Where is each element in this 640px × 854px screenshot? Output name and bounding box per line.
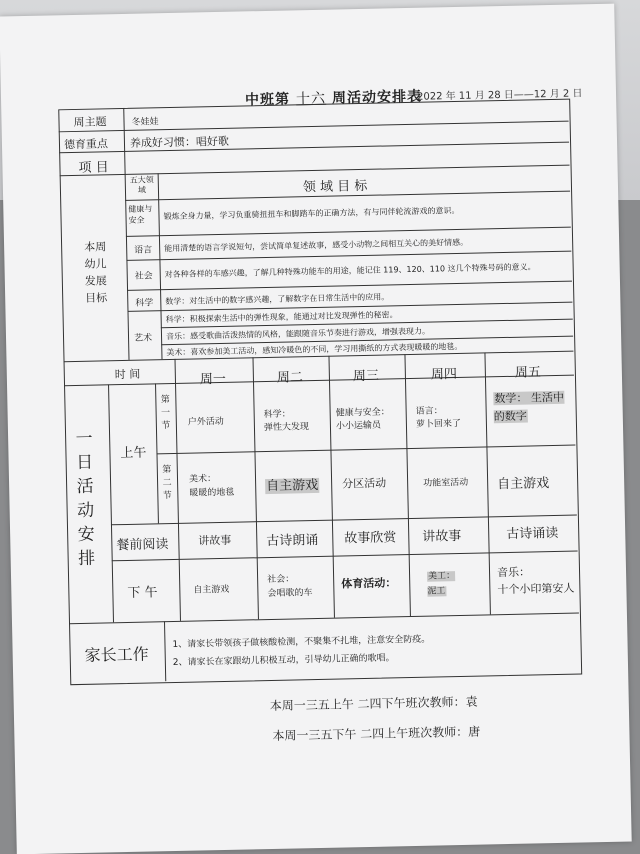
area-goal-health: 锻炼全身力量，学习负重骑扭扭车和脚踏车的正确方法，有与同伴轮流游戏的意识。 (163, 205, 460, 222)
s1-tue: 科学： 弹性大发现 (263, 409, 310, 434)
area-goal-science: 数学：对生活中的数字感兴趣，了解数字在日常生活中的应用。 (165, 292, 390, 307)
moral-label: 德育重点 (63, 137, 109, 152)
date-range: 2022 年 11 月 28 日——12 月 2 日 (416, 88, 583, 103)
goals-label: 本周 幼儿 发展 目标 (84, 240, 108, 305)
day-thu: 周四 (430, 367, 458, 383)
day-mon: 周一 (199, 371, 227, 388)
afternoon-label: 下 午 (127, 585, 158, 601)
s2-tue: 自主游戏 (266, 477, 319, 495)
moral-value: 养成好习惯：唱好歌 (129, 134, 230, 150)
section2-label: 第 二 节 (162, 465, 172, 502)
pm-mon: 自主游戏 (193, 584, 230, 596)
pm-wed: 体育活动： (341, 576, 397, 591)
pm-fri: 音乐： 十个小印第安人 (496, 565, 575, 597)
daily-schedule-label: 一 日 活 动 安 排 (75, 428, 96, 569)
read-fri: 古诗诵读 (506, 525, 559, 543)
pm-thu: 美工： 泥工 (427, 571, 456, 597)
five-areas-label: 五大领域 (129, 175, 154, 195)
footer-line-2: 本周一三五下午 二四上午班次教师：唐 (272, 724, 481, 743)
s2-wed: 分区活动 (342, 476, 387, 491)
area-goal-society: 对各种各样的车感兴趣，了解几种特殊功能车的用途，能记住 119、120、110 这几个特殊号码的意义。 (164, 262, 536, 280)
parent-work-item-2: 2、请家长在家跟幼儿积极互动，引导幼儿正确的歌唱。 (172, 653, 395, 669)
area-goal-art-2: 音乐：感受歌曲活泼热情的风格，能跟随音乐节奏进行游戏，增强表现力。 (165, 326, 431, 342)
area-name-art: 艺术 (133, 333, 153, 344)
read-thu: 讲故事 (422, 528, 462, 545)
title-prefix: 中班第 (244, 91, 291, 109)
area-goal-label: 领 域 目 标 (302, 178, 368, 196)
area-name-society: 社会 (134, 271, 153, 282)
day-tue: 周二 (276, 370, 304, 386)
reading-label: 餐前阅读 (116, 537, 169, 554)
theme-value: 冬娃娃 (131, 117, 159, 128)
s2-mon: 美术： 暖暖的地毯 (188, 474, 235, 499)
footer-line-1: 本周一三五上午 二四下午班次教师：袁 (269, 694, 478, 714)
area-name-health: 健康与安全 (128, 204, 153, 225)
area-goal-art-1: 科学：积极探索生活中的弹性现象，能通过对比发现弹性的秘密。 (165, 310, 398, 325)
read-mon: 讲故事 (198, 533, 232, 548)
area-name-language: 语言 (134, 245, 153, 256)
time-label: 时 间 (114, 367, 141, 382)
theme-label: 周主题 (73, 115, 107, 129)
pm-tue: 社会： 会唱歌的车 (267, 574, 313, 600)
title-week: 十六 (295, 90, 327, 108)
parent-work-label: 家长工作 (84, 644, 149, 665)
area-name-science: 科学 (135, 298, 154, 309)
s2-fri: 自主游戏 (497, 476, 550, 493)
read-wed: 故事欣赏 (344, 530, 397, 547)
item-label: 项 目 (78, 160, 109, 176)
s1-wed: 健康与安全： 小小运输员 (335, 407, 390, 432)
day-wed: 周三 (352, 368, 380, 385)
section1-label: 第 一 节 (160, 395, 171, 432)
day-fri: 周五 (514, 365, 542, 381)
area-goal-language: 能用清楚的语言学说短句，尝试简单复述故事，感受小动物之间相互关心的美好情感。 (164, 237, 469, 254)
s1-thu: 语言： 萝卜回来了 (415, 406, 462, 430)
s2-thu: 功能室活动 (423, 477, 469, 489)
title-suffix: 周活动安排表 (331, 88, 423, 107)
s1-mon: 户外活动 (187, 416, 224, 428)
parent-work-item-1: 1、请家长带领孩子做核酸检测，不聚集不扎堆，注意安全防疫。 (172, 634, 431, 651)
morning-label: 上午 (120, 445, 147, 462)
area-goal-art-3: 美术：喜欢参加美工活动，感知冷暖色的不同，学习用撕纸的方式表现暖暖的地毯。 (166, 341, 463, 358)
s1-fri: 数学： 生活中的数字 (493, 390, 565, 424)
paper-sheet (0, 4, 632, 854)
read-tue: 古诗朗诵 (266, 532, 319, 550)
